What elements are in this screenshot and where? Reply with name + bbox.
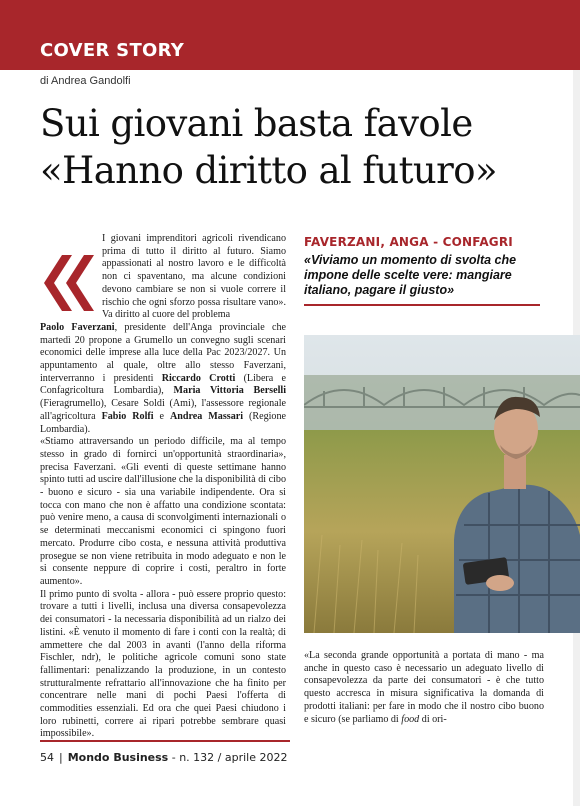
person-name: Riccardo Crotti [161, 372, 236, 384]
headline-line-2: «Hanno diritto al futuro» [40, 149, 497, 192]
paragraph-right-end: di ori- [421, 713, 447, 725]
sidebar-title: FAVERZANI, ANGA - CONFAGRI [304, 235, 513, 249]
sidebar-quote: «Viviamo un momento di svolta che impone delle scelte vere: mangiare italiano, pagare il giusto» [304, 253, 517, 297]
section-label: COVER STORY [40, 40, 185, 61]
lead-text: I giovani imprenditori agricoli rivendicano prima di tutto il diritto al futuro. Siamo appassionati al nostro lavoro e le difficoltà non ci spaventano, ma alcune condizioni devono cambiare se non si vuole correre il rischio che ogni sforzo possa risultare vano». Va diritto al cuore del problema [102, 233, 286, 321]
sidebar [304, 235, 544, 298]
lead-paragraph [102, 233, 286, 322]
body-text: e [159, 410, 164, 422]
body-left-column [40, 233, 286, 741]
body-text: , presidente dell'Anga provinciale che martedì 20 propone a Grumello un convegno sugli scenari economici delle imprese alla luce della Pac 2023/2027. Un appuntamento al quale, oltre allo stesso Faverzani, interverranno i presidenti [40, 321, 286, 384]
byline: di Andrea Gandolfi [40, 75, 131, 87]
emphasis-word: food [401, 713, 420, 725]
magazine-name: Mondo Business [67, 751, 169, 764]
sidebar-rule [304, 304, 540, 306]
paragraph-3: Il primo punto di svolta - allora - può essere proprio questo: trovare a tutti i livelli, inclusa una diversa consapevolezza dei consumatori - la necessaria disponibilità ad un rialzo dei listini. «È venuto il momento di fare i conti con la realtà; di ammettere che dal 2003 in avanti (l'anno della riforma Fischler, ndr), le politiche agricole comuni sono state fallimentari: penalizzando la produzione, in un contesto strutturalmente refrattario all'innovazione che ha finito per concentrare nelle mani di pochi Paesi l'offerta di commodities essenziali. Ed ora che quei Paesi chiudono i loro rubinetti, correre ai ripari potrebbe sembrare quasi impossibile». [40, 588, 286, 740]
section-band [0, 0, 580, 70]
body-text: (Regione Lombardia). [40, 410, 286, 435]
footer-rule [40, 740, 290, 742]
body-text: (Libera e Confagricoltura Lombardia), [40, 372, 286, 397]
farmer-photo [304, 335, 580, 633]
headline [40, 100, 560, 194]
paragraph-2: «Stiamo attraversando un periodo difficile, ma al tempo stesso in grado di fornirci un'opportunità straordinaria», precisa Faverzani. «Gli eventi di queste settimane hanno spinto tutti ad uscire dall'illusione che la disponibilità di cibo - buono e sicuro - sia una variabile indipendente. Ora si tocca con mano che non è affatto una condizione scontata: può venire meno, a causa di sconvolgimenti internazionali o se determinati meccanismi economici ci spingono fuori mercato. Produrre cibo costa, e nessuna attività produttiva prosegue se non viene retribuita in modo adeguato e non le si consente neppure di coprire i costi, peraltro in forte aumento». [40, 436, 286, 587]
body-right-column [304, 650, 544, 726]
person-name: Maria Vittoria Berselli [173, 385, 286, 397]
separator: | [59, 751, 63, 764]
body-text: (Fieragrumello), Cesare Soldi (Ami), l'assessore regionale all'agricoltura [40, 398, 286, 422]
paragraph-names [40, 322, 286, 436]
headline-line-1: Sui giovani basta favole [40, 102, 473, 145]
page-number: 54 [40, 751, 54, 764]
person-name: Paolo Faverzani [40, 321, 115, 333]
person-name: Andrea Massari [169, 410, 244, 422]
issue-info: - n. 132 / aprile 2022 [171, 751, 288, 764]
footer [40, 751, 287, 764]
paragraph-right: «La seconda grande opportunità a portata di mano - ma anche in questo caso è necessario un adeguato livello di consapevolezza da parte dei consumatori - è che tutto questo accresca in misura significativa la domanda di prodotti italiani: per fare in modo che il nostro cibo buono e sicuro (se parliamo di [304, 650, 544, 725]
person-name: Fabio Rolfi [101, 410, 154, 422]
